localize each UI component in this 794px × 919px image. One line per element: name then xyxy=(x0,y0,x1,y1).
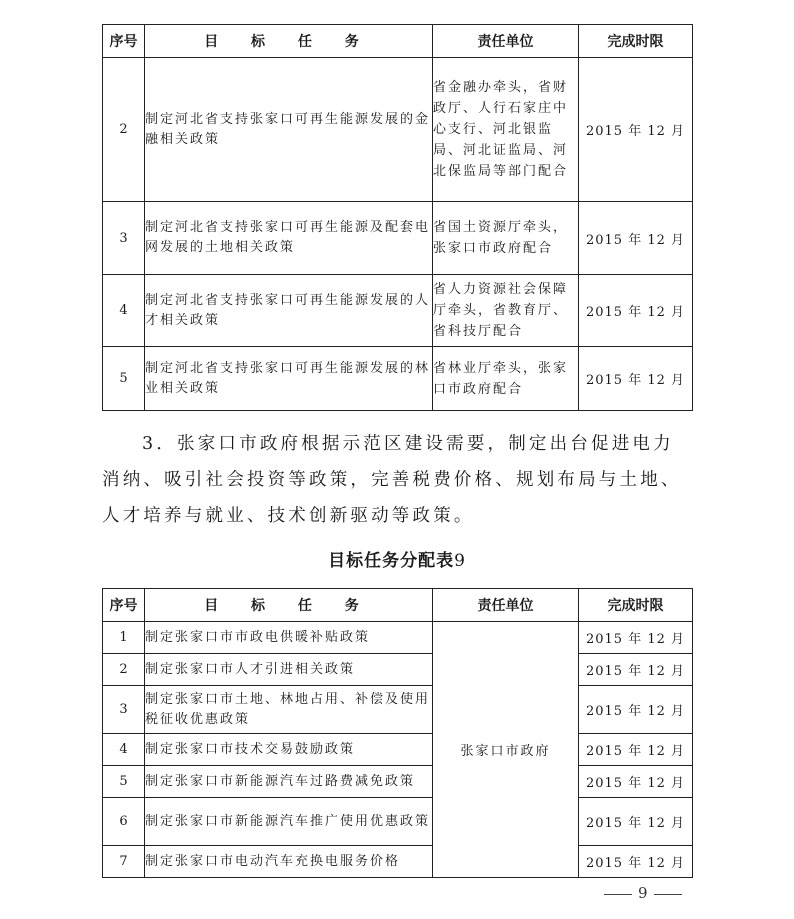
row-number: 1 xyxy=(103,622,145,654)
row-deadline: 2015 年 12 月 xyxy=(579,734,693,766)
page-footer xyxy=(598,884,688,902)
table-title-number: 9 xyxy=(454,551,466,571)
table-row xyxy=(103,766,693,798)
header-unit: 责任单位 xyxy=(433,25,579,58)
body-paragraph xyxy=(102,426,702,534)
table-row xyxy=(103,686,693,734)
row-number: 2 xyxy=(103,654,145,686)
table-header-row xyxy=(103,25,693,58)
table-row xyxy=(103,622,693,654)
row-task: 制定张家口市人才引进相关政策 xyxy=(145,654,433,686)
row-task: 制定张家口市新能源汽车过路费减免政策 xyxy=(145,766,433,798)
row-deadline: 2015 年 12 月 xyxy=(579,275,693,347)
row-deadline: 2015 年 12 月 xyxy=(579,766,693,798)
header-task: 目 标 任 务 xyxy=(145,589,433,622)
row-number: 2 xyxy=(103,58,145,202)
header-seq: 序号 xyxy=(103,589,145,622)
row-number: 7 xyxy=(103,846,145,878)
row-number: 4 xyxy=(103,734,145,766)
row-deadline: 2015 年 12 月 xyxy=(579,654,693,686)
row-number: 4 xyxy=(103,275,145,347)
paragraph-line-2: 消纳、吸引社会投资等政策，完善税费价格、规划布局与土地、 xyxy=(102,470,682,490)
table-header-row xyxy=(103,589,693,622)
row-task: 制定张家口市新能源汽车推广使用优惠政策 xyxy=(145,798,433,846)
header-seq: 序号 xyxy=(103,25,145,58)
table-row xyxy=(103,846,693,878)
row-deadline: 2015 年 12 月 xyxy=(579,58,693,202)
row-deadline: 2015 年 12 月 xyxy=(579,347,693,411)
table-row xyxy=(103,347,693,411)
page-number: 9 xyxy=(638,884,648,902)
row-number: 6 xyxy=(103,798,145,846)
row-unit: 省人力资源社会保障厅牵头，省教育厅、省科技厅配合 xyxy=(433,275,579,347)
row-task: 制定河北省支持张家口可再生能源发展的人才相关政策 xyxy=(145,275,433,347)
table-row xyxy=(103,654,693,686)
row-number: 3 xyxy=(103,686,145,734)
row-number: 5 xyxy=(103,766,145,798)
row-deadline: 2015 年 12 月 xyxy=(579,202,693,275)
header-deadline: 完成时限 xyxy=(579,589,693,622)
row-task: 制定河北省支持张家口可再生能源发展的金融相关政策 xyxy=(145,58,433,202)
table-title xyxy=(0,546,794,571)
table-row xyxy=(103,798,693,846)
task-table-top xyxy=(102,24,693,411)
table-row xyxy=(103,58,693,202)
row-task: 制定张家口市市政电供暖补贴政策 xyxy=(145,622,433,654)
header-deadline: 完成时限 xyxy=(579,25,693,58)
table-row xyxy=(103,734,693,766)
footer-dash-right xyxy=(654,894,682,895)
row-deadline: 2015 年 12 月 xyxy=(579,798,693,846)
row-number: 3 xyxy=(103,202,145,275)
row-deadline: 2015 年 12 月 xyxy=(579,622,693,654)
row-unit: 省国土资源厅牵头，张家口市政府配合 xyxy=(433,202,579,275)
row-deadline: 2015 年 12 月 xyxy=(579,846,693,878)
row-unit: 省林业厅牵头，张家口市政府配合 xyxy=(433,347,579,411)
paragraph-line-1: 3．张家口市政府根据示范区建设需要，制定出台促进电力 xyxy=(142,434,674,454)
task-table-9 xyxy=(102,588,693,878)
row-task: 制定张家口市电动汽车充换电服务价格 xyxy=(145,846,433,878)
row-task: 制定张家口市技术交易鼓励政策 xyxy=(145,734,433,766)
header-unit: 责任单位 xyxy=(433,589,579,622)
paragraph-line-3: 人才培养与就业、技术创新驱动等政策。 xyxy=(102,506,475,526)
table-title-text: 目标任务分配表 xyxy=(328,551,455,571)
row-task: 制定河北省支持张家口可再生能源发展的林业相关政策 xyxy=(145,347,433,411)
shared-unit: 张家口市政府 xyxy=(433,622,579,878)
row-number: 5 xyxy=(103,347,145,411)
table-row xyxy=(103,202,693,275)
row-task: 制定河北省支持张家口可再生能源及配套电网发展的土地相关政策 xyxy=(145,202,433,275)
header-task: 目 标 任 务 xyxy=(145,25,433,58)
table-row xyxy=(103,275,693,347)
footer-dash-left xyxy=(604,894,632,895)
row-deadline: 2015 年 12 月 xyxy=(579,686,693,734)
row-task: 制定张家口市土地、林地占用、补偿及使用税征收优惠政策 xyxy=(145,686,433,734)
row-unit: 省金融办牵头，省财政厅、人行石家庄中心支行、河北银监局、河北证监局、河北保监局等部门配合 xyxy=(433,58,579,202)
